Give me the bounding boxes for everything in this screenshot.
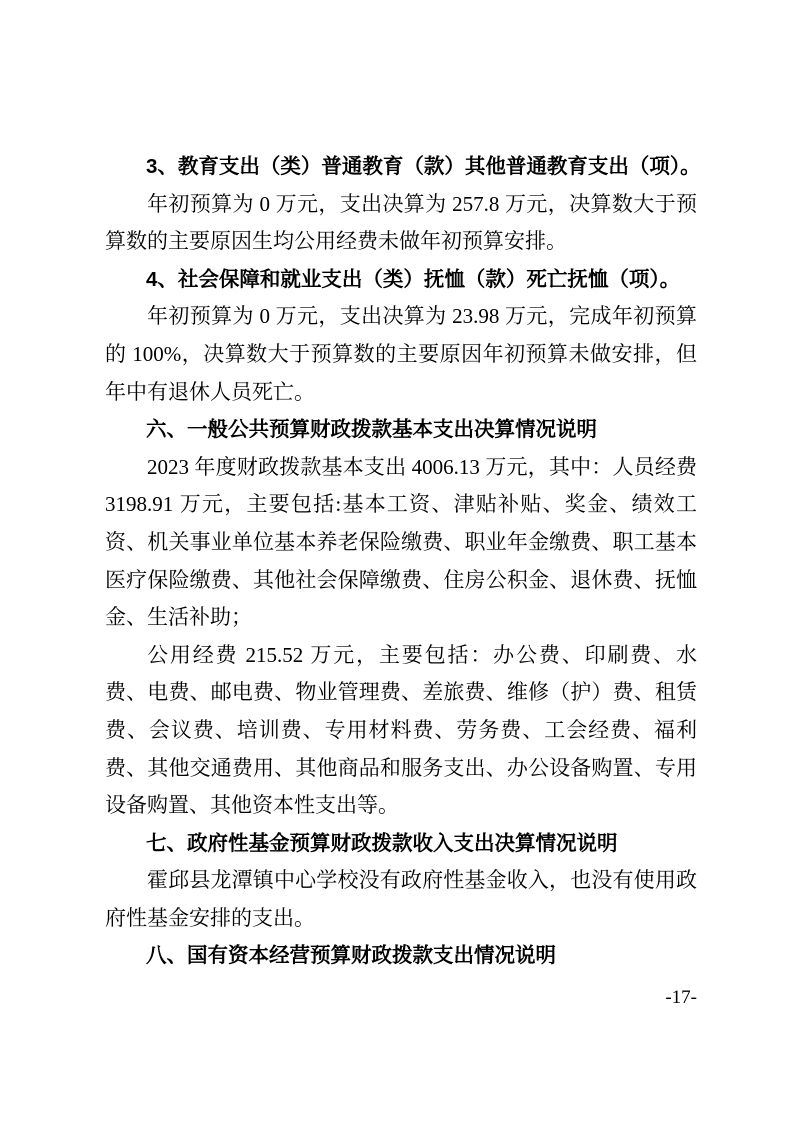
- section-heading-eight: 八、国有资本经营预算财政拨款支出情况说明: [146, 944, 556, 968]
- section-heading-six: 六、一般公共预算财政拨款基本支出决算情况说明: [146, 418, 597, 442]
- section-heading-item-3: 3、教育支出（类）普通教育（款）其他普通教育支出（项）。: [146, 155, 701, 178]
- paragraph-government-fund: 霍邱县龙潭镇中心学校没有政府性基金收入，也没有使用政府性基金安排的支出。: [105, 868, 697, 930]
- page-number: -17-: [665, 987, 697, 1008]
- paragraph-item-4-detail: 年初预算为 0 万元，支出决算为 23.98 万元，完成年初预算的 100%，决算数大于预算数的主要原因年初预算未做安排，但年中有退休人员死亡。: [105, 304, 697, 404]
- section-heading-seven: 七、政府性基金预算财政拨款收入支出决算情况说明: [146, 831, 618, 855]
- paragraph-public-funds: 公用经费 215.52 万元，主要包括：办公费、印刷费、水费、电费、邮电费、物业管理费、差旅费、维修（护）费、租赁费、会议费、培训费、专用材料费、劳务费、工会经费、福利费、其他交通费用、其他商品和服务支出、办公设备购置、专用设备购置、其他资本性支出等。: [105, 642, 697, 818]
- section-heading-item-4: 4、社会保障和就业支出（类）抚恤（款）死亡抚恤（项）。: [146, 267, 681, 291]
- document-content: [105, 148, 701, 975]
- paragraph-personnel-funds: 2023 年度财政拨款基本支出 4006.13 万元，其中：人员经费 3198.91 万元，主要包括:基本工资、津贴补贴、奖金、绩效工资、机关事业单位基本养老保险缴费、职业年金缴费、职工基本医疗保险缴费、其他社会保障缴费、住房公积金、退休费、抚恤金、生活补助；: [105, 454, 697, 630]
- paragraph-item-3-detail: 年初预算为 0 万元，支出决算为 257.8 万元，决算数大于预算数的主要原因生均公用经费未做年初预算安排。: [105, 191, 697, 254]
